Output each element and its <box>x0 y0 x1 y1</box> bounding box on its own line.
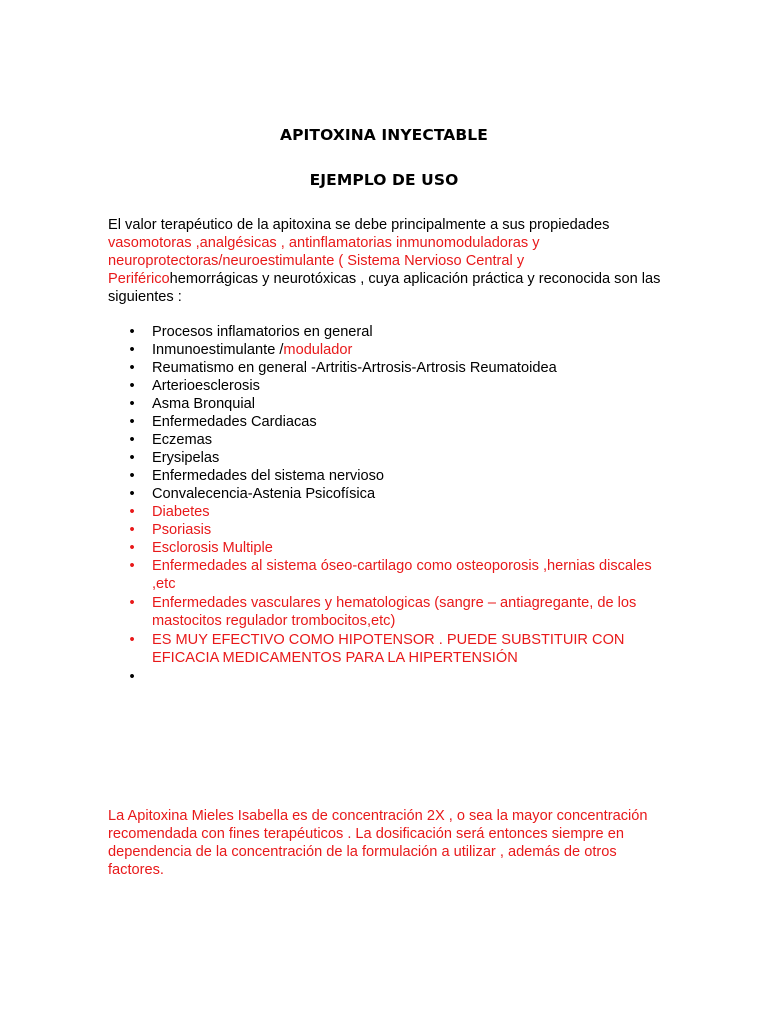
list-item <box>108 395 668 413</box>
list-item-text: Asma Bronquial <box>152 396 256 412</box>
bullet-icon: • <box>129 486 135 502</box>
list-item-text: Diabetes <box>152 504 210 520</box>
document-subtitle: EJEMPLO DE USO <box>309 171 459 189</box>
list-item-text: Inmunoestimulante / <box>152 342 284 358</box>
intro-text-3: hemorrágicas y neurotóxicas , cuya aplicación práctica y reconocida son las siguientes : <box>108 271 661 305</box>
list-item-text: ES MUY EFECTIVO COMO HIPOTENSOR . PUEDE SUBSTITUIR CON EFICACIA MEDICAMENTOS PARA LA HIPERTENSIÓN <box>152 632 625 666</box>
list-item-text-red: modulador <box>283 342 353 358</box>
list-item-text: Enfermedades Cardiacas <box>152 414 317 430</box>
list-item <box>108 413 668 431</box>
bullet-icon: • <box>129 432 135 448</box>
list-item <box>108 631 668 667</box>
bullet-icon: • <box>129 450 135 466</box>
bullet-icon: • <box>129 669 135 685</box>
list-item-text: Erysipelas <box>152 450 220 466</box>
list-item-text: Enfermedades al sistema óseo-cartilago como osteoporosis ,hernias discales ,etc <box>152 558 652 592</box>
bullet-icon: • <box>129 360 135 376</box>
closing-paragraph: La Apitoxina Mieles Isabella es de concentración 2X , o sea la mayor concentración recomendada con fines terapéuticos . La dosificación será entonces siempre en dependencia de la concentración de la formulación a utilizar , además de otros factores. <box>108 808 648 878</box>
bullet-icon: • <box>129 558 135 574</box>
list-item <box>108 503 668 521</box>
list-item <box>108 539 668 557</box>
bullet-icon: • <box>129 468 135 484</box>
list-item-text: Reumatismo en general -Artritis-Artrosis-Artrosis Reumatoidea <box>152 360 557 376</box>
list-item <box>108 449 668 467</box>
uses-list <box>108 323 668 686</box>
bullet-icon: • <box>129 324 135 340</box>
bullet-icon: • <box>129 342 135 358</box>
bullet-icon: • <box>129 504 135 520</box>
list-item <box>108 467 668 485</box>
list-item-text: Convalecencia-Astenia Psicofísica <box>152 486 376 502</box>
list-item <box>108 521 668 539</box>
document-title: APITOXINA INYECTABLE <box>280 126 488 144</box>
list-item-text: Procesos inflamatorios en general <box>152 324 373 340</box>
bullet-icon: • <box>129 396 135 412</box>
list-item <box>108 431 668 449</box>
list-item-text: Enfermedades del sistema nervioso <box>152 468 384 484</box>
intro-text-red: vasomotoras ,analgésicas , antinflamatorias inmunomoduladoras y neuroprotectoras/neuroestimulante ( Sistema Nervioso Central y Periférico <box>108 235 540 287</box>
list-item <box>108 485 668 503</box>
intro-paragraph <box>108 216 668 306</box>
list-item <box>108 557 668 593</box>
bullet-icon: • <box>129 522 135 538</box>
list-item-text: Esclorosis Multiple <box>152 540 273 556</box>
bullet-icon: • <box>129 595 135 611</box>
list-item-text: Psoriasis <box>152 522 212 538</box>
list-item <box>108 323 668 341</box>
list-item-text: Eczemas <box>152 432 213 448</box>
intro-text-1: El valor terapéutico de la apitoxina se debe principalmente a sus propiedades <box>108 217 610 233</box>
list-item-text: Arterioesclerosis <box>152 378 260 394</box>
bullet-icon: • <box>129 632 135 648</box>
bullet-icon: • <box>129 378 135 394</box>
list-item-empty <box>108 668 668 686</box>
list-item-text: Enfermedades vasculares y hematologicas (sangre – antiagregante, de los mastocitos regulador trombocitos,etc) <box>152 595 637 629</box>
list-item <box>108 341 668 359</box>
list-item-text <box>152 669 156 685</box>
bullet-icon: • <box>129 540 135 556</box>
list-item <box>108 377 668 395</box>
list-item <box>108 359 668 377</box>
list-item <box>108 594 668 630</box>
bullet-icon: • <box>129 414 135 430</box>
